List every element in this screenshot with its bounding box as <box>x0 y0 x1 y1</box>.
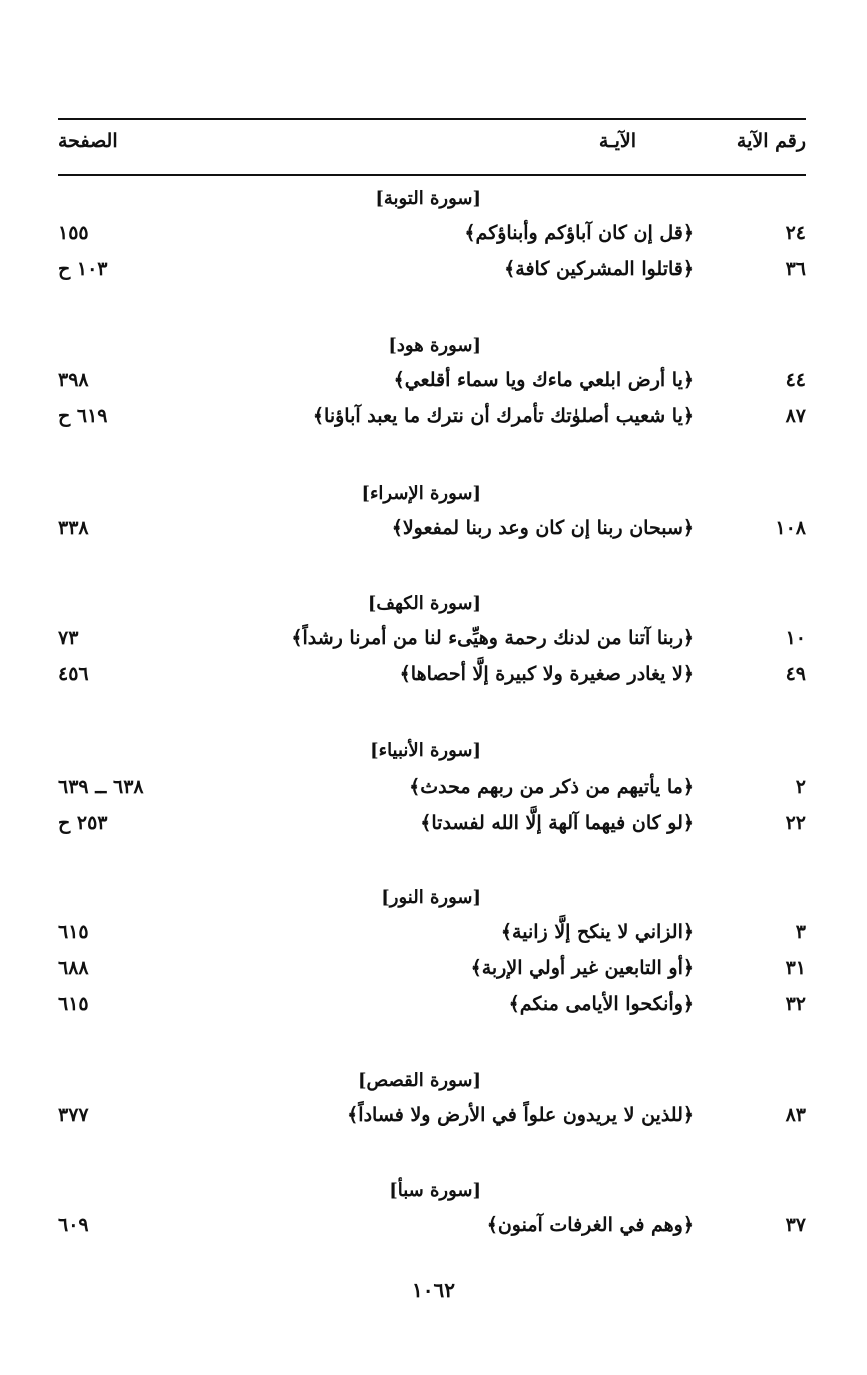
ayah-text: ﴿قل إن كان آباؤكم وأبناؤكم﴾ <box>464 222 694 244</box>
surah-title: [سورة النور] <box>381 887 481 908</box>
ayah-text: ﴿للذين لا يريدون علواً في الأرض ولا فساداً﴾ <box>347 1104 694 1126</box>
header-bottom-rule <box>58 174 806 176</box>
table-row <box>58 258 806 292</box>
page-reference: ٦١٥ <box>58 993 89 1015</box>
ayah-number: ٤٩ <box>785 663 806 685</box>
page-reference: ٦٣٨ ــ ٦٣٩ <box>58 776 144 798</box>
page-reference: ٣٧٧ <box>58 1104 89 1126</box>
table-header <box>58 130 806 160</box>
header-top-rule <box>58 118 806 120</box>
surah-title: [سورة التوبة] <box>375 188 481 209</box>
table-row <box>58 369 806 403</box>
header-page: الصفحة <box>58 130 118 152</box>
table-row <box>58 957 806 991</box>
header-ayah: الآيـة <box>598 130 636 152</box>
ayah-text: ﴿لو كان فيهما آلهة إلَّا الله لفسدتا﴾ <box>420 812 694 834</box>
table-row <box>58 812 806 846</box>
ayah-number: ٣ <box>795 921 806 943</box>
surah-title: [سورة سبأ] <box>389 1180 481 1201</box>
ayah-text: ﴿لا يغادر صغيرة ولا كبيرة إلَّا أحصاها﴾ <box>399 663 694 685</box>
page-reference: ٧٣ <box>58 627 79 649</box>
ayah-number: ٢ <box>795 776 806 798</box>
table-row <box>58 627 806 661</box>
ayah-text: ﴿أو التابعين غير أولي الإربة﴾ <box>470 957 694 979</box>
surah-title: [سورة القصص] <box>357 1070 481 1091</box>
ayah-number: ٣٦ <box>785 258 806 280</box>
ayah-number: ٢٢ <box>785 812 806 834</box>
table-row <box>58 405 806 439</box>
page-reference: ١٥٥ <box>58 222 89 244</box>
ayah-text: ﴿ما يأتيهم من ذكر من ربهم محدث﴾ <box>409 776 694 798</box>
table-row <box>58 921 806 955</box>
table-row <box>58 776 806 810</box>
header-ayah-number: رقم الآية <box>736 130 806 152</box>
ayah-text: ﴿قاتلوا المشركين كافة﴾ <box>504 258 694 280</box>
ayah-text: ﴿سبحان ربنا إن كان وعد ربنا لمفعولا﴾ <box>391 517 694 539</box>
page-reference: ٤٥٦ <box>58 663 89 685</box>
page-reference: ٦٨٨ <box>58 957 89 979</box>
ayah-number: ٣١ <box>785 957 806 979</box>
surah-title: [سورة الأنبياء] <box>370 740 481 761</box>
ayah-text: ﴿الزاني لا ينكح إلَّا زانية﴾ <box>500 921 694 943</box>
ayah-text: ﴿يا أرض ابلعي ماءك ويا سماء أقلعي﴾ <box>393 369 694 391</box>
page-reference: ٢٥٣ ح <box>58 812 108 834</box>
surah-title: [سورة الكهف] <box>367 593 481 614</box>
ayah-text: ﴿يا شعيب أصلوٰتك تأمرك أن نترك ما يعبد آباؤنا﴾ <box>312 405 694 427</box>
page-reference: ١٠٣ ح <box>58 258 108 280</box>
ayah-number: ٨٧ <box>785 405 806 427</box>
surah-title: [سورة الإسراء] <box>361 483 481 504</box>
table-row <box>58 517 806 551</box>
ayah-text: ﴿وأنكحوا الأيامى منكم﴾ <box>508 993 694 1015</box>
table-row <box>58 1104 806 1138</box>
ayah-text: ﴿ربنا آتنا من لدنك رحمة وهيِّىء لنا من أمرنا رشداً﴾ <box>291 627 694 649</box>
ayah-text: ﴿وهم في الغرفات آمنون﴾ <box>486 1214 694 1236</box>
page-reference: ٦١٩ ح <box>58 405 108 427</box>
ayah-number: ٣٧ <box>785 1214 806 1236</box>
ayah-number: ١٠٨ <box>775 517 806 539</box>
page-reference: ٦١٥ <box>58 921 89 943</box>
ayah-number: ١٠ <box>785 627 806 649</box>
table-row <box>58 1214 806 1248</box>
page-reference: ٣٣٨ <box>58 517 89 539</box>
ayah-number: ٣٢ <box>785 993 806 1015</box>
table-row <box>58 993 806 1027</box>
page-reference: ٦٠٩ <box>58 1214 89 1236</box>
ayah-number: ٢٤ <box>785 222 806 244</box>
page-reference: ٣٩٨ <box>58 369 89 391</box>
ayah-number: ٨٣ <box>785 1104 806 1126</box>
table-row <box>58 663 806 697</box>
table-row <box>58 222 806 256</box>
surah-title: [سورة هود] <box>388 335 481 356</box>
ayah-number: ٤٤ <box>785 369 806 391</box>
page-number: ١٠٦٢ <box>412 1278 455 1302</box>
